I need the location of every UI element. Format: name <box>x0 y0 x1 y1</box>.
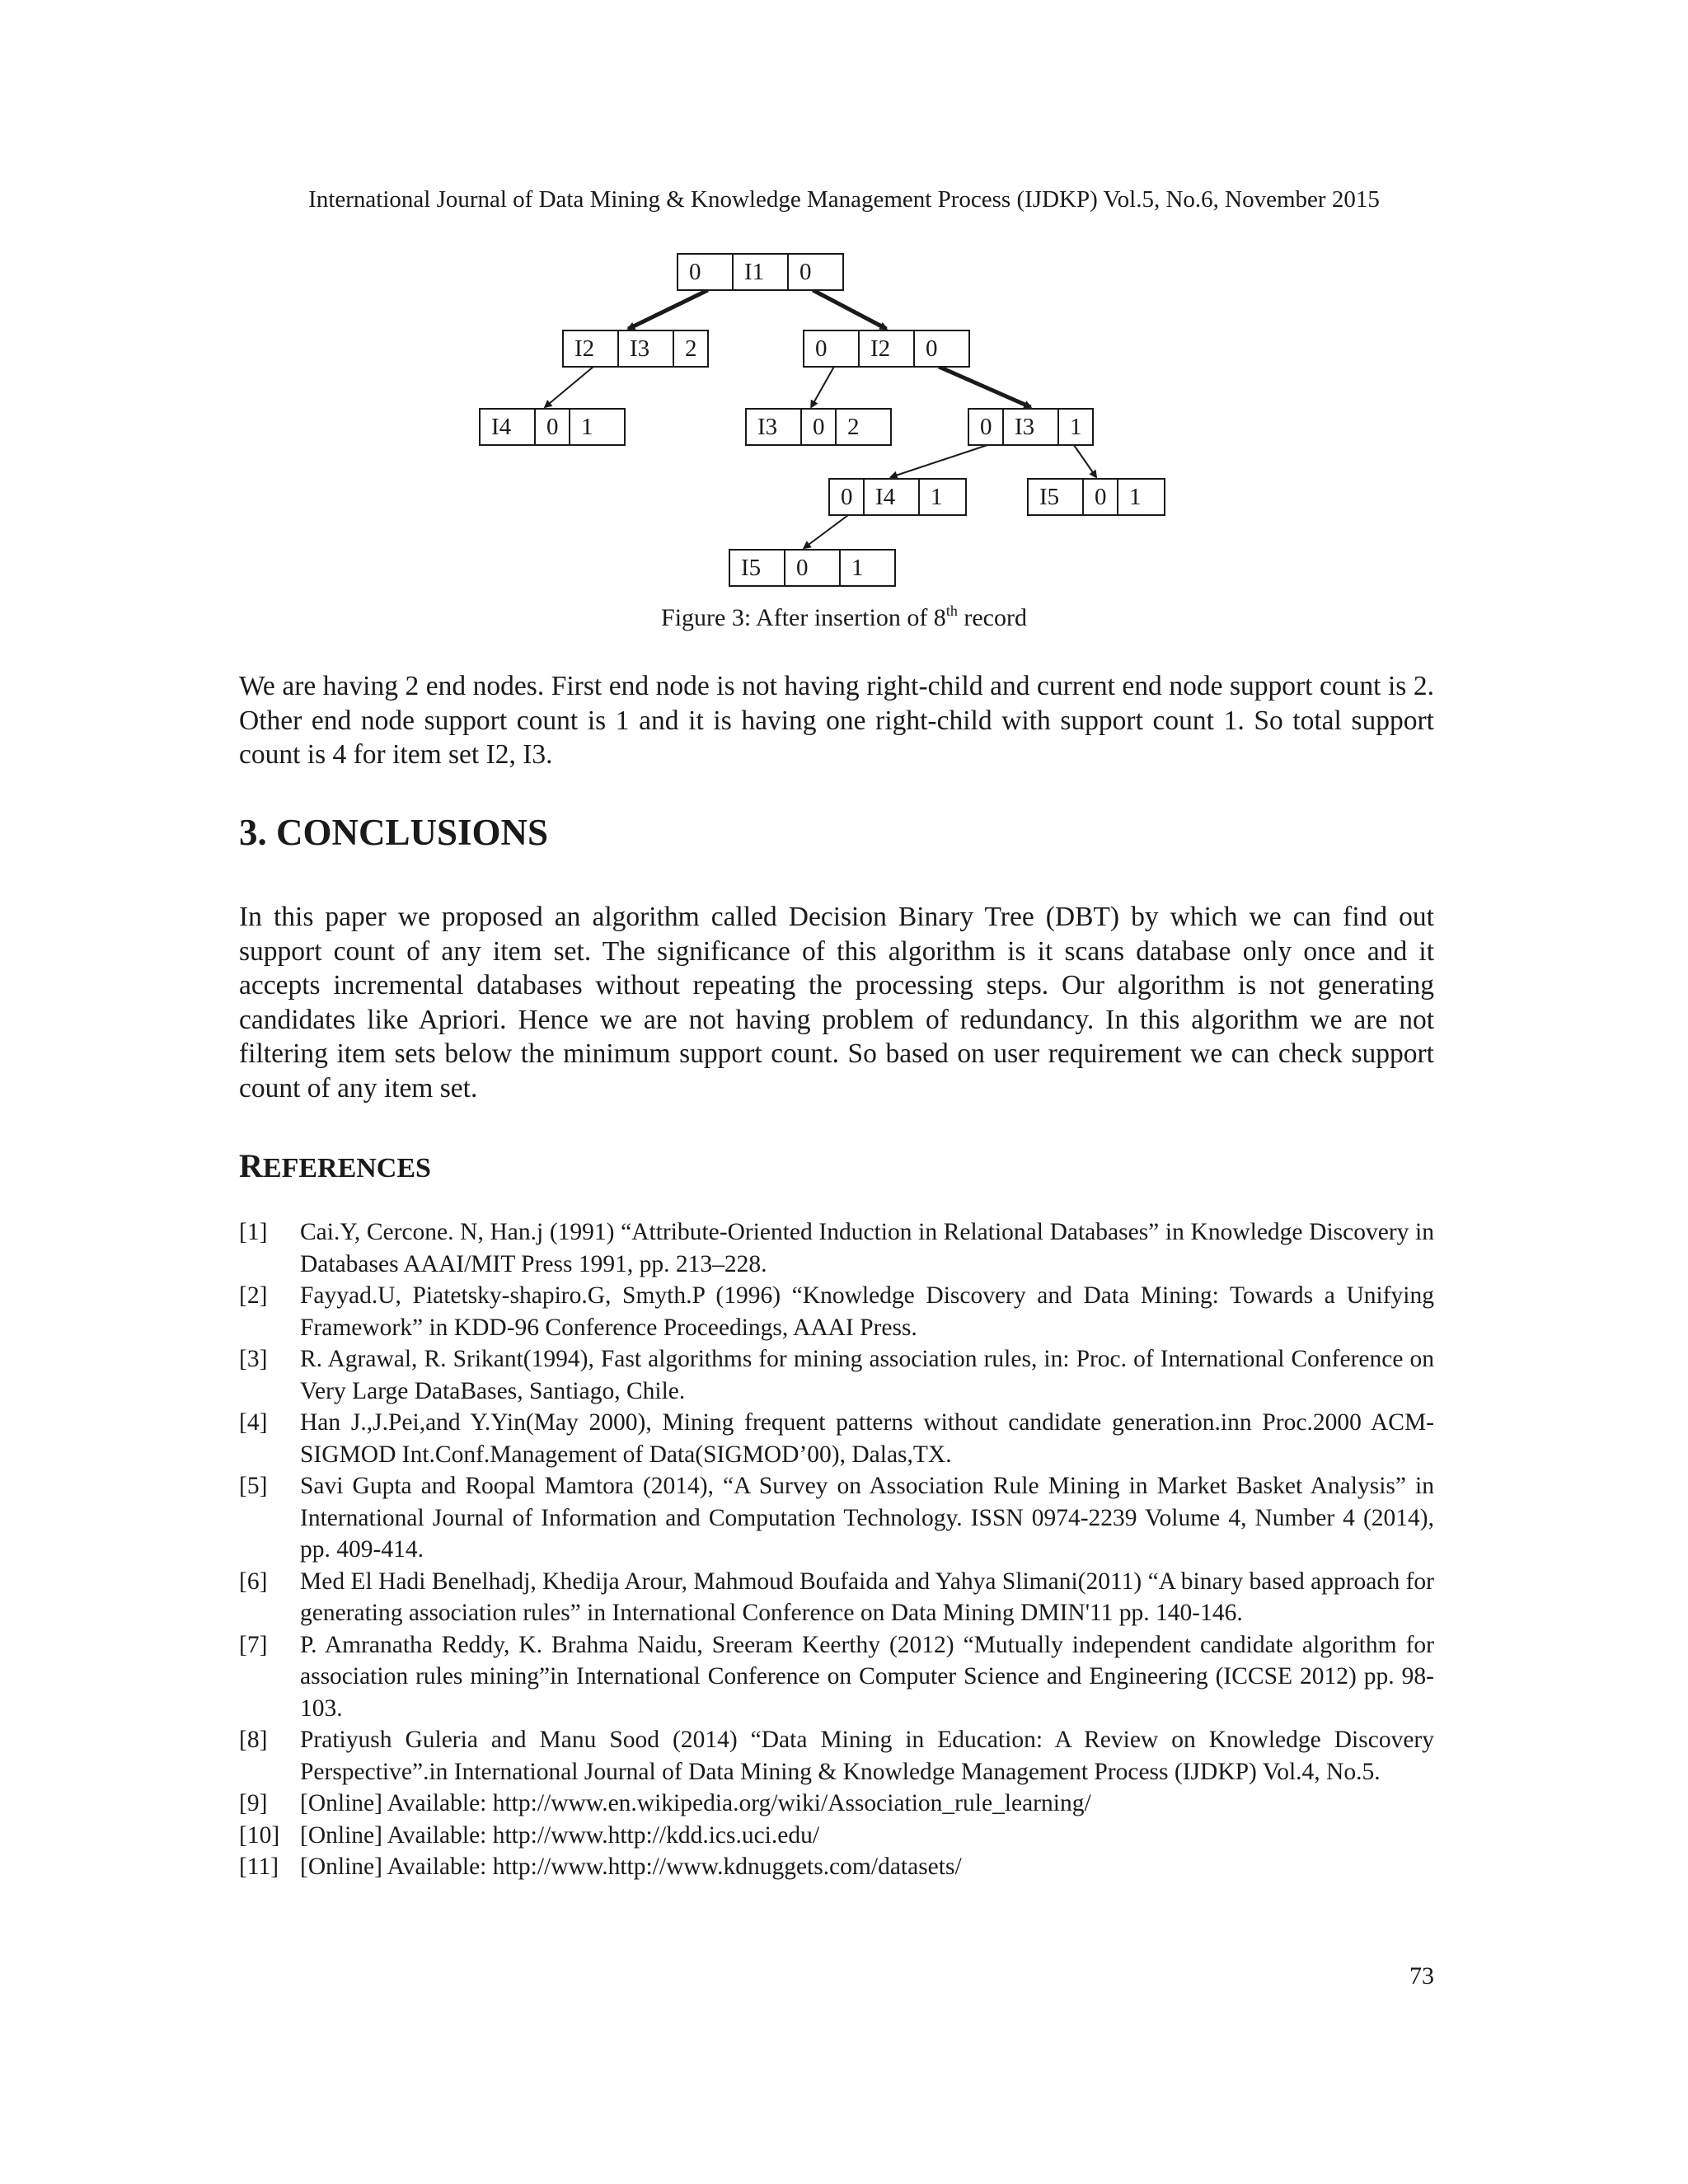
tree-node-cell-label: 0 <box>799 259 812 285</box>
figure-caption <box>0 602 1688 635</box>
reference-number: [6] <box>239 1568 268 1595</box>
tree-node <box>968 409 1093 445</box>
tree-node-cell-label: 1 <box>931 484 943 510</box>
tree-node-cell <box>836 409 891 445</box>
body-paragraph-conclusions: In this paper we proposed an algorithm called Decision Binary Tree (DBT) by which we can find out support count of any item set. The significance of this algorithm is it scans database only once and it accepts incremental databases without repeating the processing steps. Our algorithm is not generating candidates like Apriori. Hence we are not having problem of redundancy. In this algorithm we are not filtering item sets below the minimum support count. So based on user requirement we can check support count of any item set. <box>239 902 1434 1104</box>
reference-number: [7] <box>239 1631 268 1658</box>
tree-edge-arrow <box>628 290 708 329</box>
reference-item <box>239 1343 1434 1407</box>
tree-node-cell-label: I1 <box>744 259 765 285</box>
tree-edge-arrow <box>891 445 987 477</box>
tree-node-cell-label: I4 <box>875 484 896 510</box>
caption-suffix: record <box>957 604 1027 631</box>
tree-edge-arrow <box>804 515 848 548</box>
tree-node-cell-label: 0 <box>926 335 938 362</box>
reference-text: Savi Gupta and Roopal Mamtora (2014), “A Survey on Association Rule Mining in Market Basket Analysis” in International Journal of Information and Computation Technology. ISSN 0974-2239 Volume 4, Number 4 (2014), pp. 409-414. <box>300 1473 1434 1563</box>
tree-edge-arrow <box>1074 445 1096 477</box>
tree-node-cell <box>570 409 625 445</box>
tree-edge-arrow <box>939 367 1030 407</box>
tree-node-cell-label: 0 <box>815 335 828 362</box>
references-heading-rest: EFERENCES <box>262 1153 431 1183</box>
tree-node <box>563 330 708 367</box>
reference-text: [Online] Available: http://www.en.wikipedia.org/wiki/Association_rule_learning/ <box>300 1790 1091 1816</box>
tree-node-cell-label: 1 <box>851 555 864 581</box>
tree-node-cell-label: I3 <box>630 335 650 362</box>
tree-node-cell <box>785 550 840 586</box>
reference-number: [8] <box>239 1727 268 1753</box>
tree-node <box>746 409 891 445</box>
reference-text: R. Agrawal, R. Srikant(1994), Fast algorithms for mining association rules, in: Proc. of International Conference on Very Large DataBases, Santiago, Chile. <box>300 1346 1434 1404</box>
tree-figure <box>474 247 1199 602</box>
tree-node-cell-label: 0 <box>796 555 809 581</box>
tree-node-cell-label: 0 <box>546 414 559 440</box>
reference-item <box>239 1629 1434 1725</box>
tree-node-cell-label: 0 <box>980 414 992 440</box>
tree-node-cell-label: 0 <box>813 414 825 440</box>
tree-node-cell-label: 0 <box>689 259 701 285</box>
tree-node <box>480 409 625 445</box>
reference-text: [Online] Available: http://www.http://www.kdnuggets.com/datasets/ <box>300 1854 962 1880</box>
tree-node-cell <box>1118 479 1165 515</box>
reference-number: [10] <box>239 1821 280 1849</box>
tree-node-cell-label: I3 <box>1015 414 1035 440</box>
reference-number: [1] <box>239 1219 268 1245</box>
reference-item <box>239 1851 1434 1883</box>
running-header: International Journal of Data Mining & Knowledge Management Process (IJDKP) Vol.5, No.6, November 2015 <box>308 186 1380 213</box>
reference-item <box>239 1566 1434 1629</box>
tree-node-cell <box>804 330 859 367</box>
tree-edge-arrow <box>545 367 593 407</box>
reference-text: Cai.Y, Cercone. N, Han.j (1991) “Attribute-Oriented Induction in Relational Databases” in Knowledge Discovery in Databases AAAI/MIT Press 1991, pp. 213–228. <box>300 1219 1434 1277</box>
tree-node-cell-label: I3 <box>757 414 778 440</box>
tree-node-cell-label: I2 <box>870 335 891 362</box>
reference-number: [5] <box>239 1473 268 1499</box>
reference-number: [4] <box>239 1409 268 1436</box>
tree-node-cell <box>840 550 895 586</box>
caption-superscript: th <box>945 602 958 619</box>
section-heading-conclusions: 3. CONCLUSIONS <box>239 812 549 853</box>
page-number: 73 <box>1409 1962 1434 1990</box>
reference-text: Han J.,J.Pei,and Y.Yin(May 2000), Mining frequent patterns without candidate generation.inn Proc.2000 ACM-SIGMOD Int.Conf.Management of Data(SIGMOD’00), Dalas,TX. <box>300 1409 1434 1468</box>
references-heading-initial: R <box>239 1147 263 1184</box>
tree-node-cell-label: I5 <box>1039 484 1060 510</box>
reference-item <box>239 1820 1434 1852</box>
tree-node-cell-label: 1 <box>581 414 593 440</box>
tree-node-cell <box>788 254 843 290</box>
tree-node-cell-label: I4 <box>491 414 512 440</box>
tree-node-cell-label: I2 <box>574 335 595 362</box>
tree-node <box>1028 479 1165 515</box>
tree-node-cell-label: 1 <box>1129 484 1142 510</box>
tree-edge-arrow <box>813 290 886 329</box>
body-paragraph-end-nodes: We are having 2 end nodes. First end node is not having right-child and current end node support count is 2. Other end node support count is 1 and it is having one right-child with support count 1. So total support count is 4 for item set I2, I3. <box>239 671 1434 770</box>
caption-text: Figure 3: After insertion of 8 <box>661 604 946 631</box>
tree-node-cell-label: 1 <box>1070 414 1082 440</box>
tree-node-cell-label: 2 <box>847 414 860 440</box>
reference-number: [2] <box>239 1282 268 1309</box>
reference-text: P. Amranatha Reddy, K. Brahma Naidu, Sreeram Keerthy (2012) “Mutually independent candidate algorithm for association rules mining”in International Conference on Computer Science and Engineering (ICCSE 2012) pp. 98-103. <box>300 1631 1434 1722</box>
reference-number: [11] <box>239 1854 279 1880</box>
tree-diagram <box>474 247 1199 602</box>
reference-item <box>239 1407 1434 1470</box>
tree-node-cell-label: 0 <box>1095 484 1107 510</box>
tree-node <box>678 254 843 290</box>
tree-node-cell <box>914 330 969 367</box>
reference-item <box>239 1280 1434 1343</box>
tree-node <box>804 330 969 367</box>
tree-node-cell-label: 0 <box>841 484 853 510</box>
reference-number: [3] <box>239 1346 268 1372</box>
reference-number: [9] <box>239 1790 268 1816</box>
reference-item <box>239 1724 1434 1788</box>
tree-node-cell-label: 2 <box>685 335 697 362</box>
reference-item <box>239 1216 1434 1280</box>
reference-item <box>239 1788 1434 1820</box>
reference-item <box>239 1470 1434 1566</box>
reference-text: [Online] Available: http://www.http://kdd.ics.uci.edu/ <box>300 1821 820 1849</box>
reference-text: Fayyad.U, Piatetsky-shapiro.G, Smyth.P (1996) “Knowledge Discovery and Data Mining: Towards a Unifying Framework” in KDD-96 Conference Proceedings, AAAI Press. <box>300 1282 1434 1341</box>
references-list <box>239 1216 1434 1883</box>
tree-node <box>829 479 966 515</box>
tree-node-cell-label: I5 <box>741 555 762 581</box>
tree-node-cell <box>678 254 733 290</box>
references-heading <box>239 1148 431 1187</box>
tree-edge-arrow <box>811 367 834 407</box>
tree-node-cell <box>919 479 966 515</box>
tree-node <box>729 550 895 586</box>
reference-text: Pratiyush Guleria and Manu Sood (2014) “Data Mining in Education: A Review on Knowledge Discovery Perspective”.in International Journal of Data Mining & Knowledge Management Process (IJDKP) Vol.4, No.5. <box>300 1727 1434 1785</box>
reference-text: Med El Hadi Benelhadj, Khedija Arour, Mahmoud Boufaida and Yahya Slimani(2011) “A binary based approach for generating association rules” in International Conference on Data Mining DMIN'11 pp. 140-146. <box>300 1568 1434 1626</box>
